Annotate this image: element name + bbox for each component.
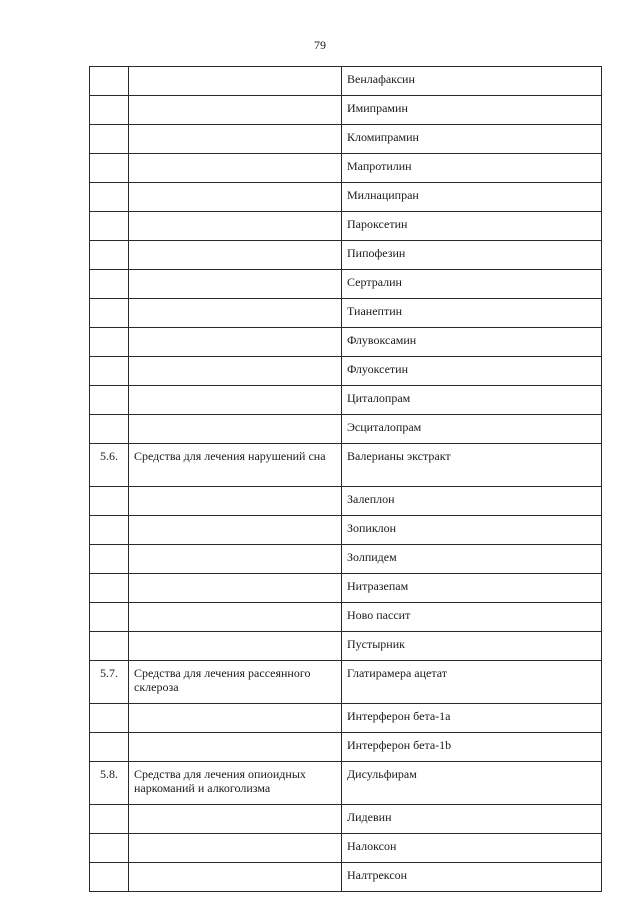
drug-group-cell: [129, 704, 342, 733]
drug-group-cell: [129, 733, 342, 762]
table-row: [90, 762, 602, 805]
section-number-cell: [90, 154, 129, 183]
drug-name-cell: Милнаципран: [342, 183, 602, 212]
section-number-cell: 5.6.: [90, 444, 129, 487]
drug-group-cell: [129, 415, 342, 444]
section-number-cell: [90, 241, 129, 270]
drug-name-cell: Зопиклон: [342, 516, 602, 545]
table-row: [90, 96, 602, 125]
table-row: [90, 661, 602, 704]
drug-name-cell: Золпидем: [342, 545, 602, 574]
drug-name-cell: Тианептин: [342, 299, 602, 328]
drug-table: [89, 66, 602, 892]
drug-name-cell: Валерианы экстракт: [342, 444, 602, 487]
section-number-cell: [90, 415, 129, 444]
drug-name-cell: Залеплон: [342, 487, 602, 516]
table-row: [90, 444, 602, 487]
table-row: [90, 704, 602, 733]
drug-group-cell: [129, 545, 342, 574]
drug-group-cell: [129, 125, 342, 154]
table-row: [90, 328, 602, 357]
section-number-cell: [90, 96, 129, 125]
drug-name-cell: Имипрамин: [342, 96, 602, 125]
drug-group-cell: Средства для лечения нарушений сна: [129, 444, 342, 487]
table-row: [90, 299, 602, 328]
table-row: [90, 67, 602, 96]
section-number-cell: [90, 516, 129, 545]
table-row: [90, 805, 602, 834]
drug-name-cell: Сертралин: [342, 270, 602, 299]
section-number-cell: [90, 632, 129, 661]
section-number-cell: [90, 183, 129, 212]
section-number-cell: [90, 125, 129, 154]
page-number: 79: [314, 38, 326, 52]
drug-name-cell: Налтрексон: [342, 863, 602, 892]
drug-group-cell: [129, 805, 342, 834]
section-number-cell: [90, 487, 129, 516]
drug-group-cell: [129, 603, 342, 632]
section-number-cell: [90, 386, 129, 415]
section-number-cell: [90, 545, 129, 574]
drug-name-cell: Флувоксамин: [342, 328, 602, 357]
table-row: [90, 125, 602, 154]
section-number-cell: [90, 299, 129, 328]
drug-group-cell: [129, 67, 342, 96]
drug-group-cell: [129, 516, 342, 545]
drug-name-cell: Интерферон бета-1b: [342, 733, 602, 762]
section-number-cell: [90, 67, 129, 96]
table-row: [90, 270, 602, 299]
section-number-cell: [90, 574, 129, 603]
drug-group-cell: [129, 632, 342, 661]
table-row: [90, 733, 602, 762]
section-number-cell: [90, 863, 129, 892]
drug-name-cell: Пароксетин: [342, 212, 602, 241]
drug-name-cell: Интерферон бета-1а: [342, 704, 602, 733]
drug-group-cell: [129, 241, 342, 270]
drug-name-cell: Пипофезин: [342, 241, 602, 270]
drug-name-cell: Кломипрамин: [342, 125, 602, 154]
drug-group-cell: [129, 487, 342, 516]
drug-group-cell: [129, 154, 342, 183]
section-number-cell: [90, 704, 129, 733]
section-number-cell: [90, 733, 129, 762]
table-row: [90, 415, 602, 444]
drug-group-cell: [129, 357, 342, 386]
section-number-cell: 5.7.: [90, 661, 129, 704]
section-number-cell: [90, 603, 129, 632]
section-number-cell: [90, 357, 129, 386]
drug-name-cell: Флуоксетин: [342, 357, 602, 386]
table-row: [90, 487, 602, 516]
table-row: [90, 183, 602, 212]
table-row: [90, 154, 602, 183]
drug-group-cell: Средства для лечения опиоидных наркоманий и алкоголизма: [129, 762, 342, 805]
table-row: [90, 834, 602, 863]
drug-name-cell: Глатирамера ацетат: [342, 661, 602, 704]
table-row: [90, 603, 602, 632]
section-number-cell: [90, 328, 129, 357]
section-number-cell: [90, 270, 129, 299]
drug-name-cell: Венлафаксин: [342, 67, 602, 96]
drug-name-cell: Нитразепам: [342, 574, 602, 603]
table-row: [90, 241, 602, 270]
drug-group-cell: [129, 386, 342, 415]
table-row: [90, 863, 602, 892]
section-number-cell: [90, 805, 129, 834]
table-row: [90, 386, 602, 415]
section-number-cell: [90, 212, 129, 241]
section-number-cell: 5.8.: [90, 762, 129, 805]
table-row: [90, 516, 602, 545]
drug-group-cell: [129, 299, 342, 328]
drug-group-cell: Средства для лечения рассеянного склероза: [129, 661, 342, 704]
drug-name-cell: Ново пассит: [342, 603, 602, 632]
drug-group-cell: [129, 96, 342, 125]
table-row: [90, 632, 602, 661]
drug-name-cell: Дисульфирам: [342, 762, 602, 805]
drug-group-cell: [129, 328, 342, 357]
drug-group-cell: [129, 863, 342, 892]
drug-name-cell: Мапротилин: [342, 154, 602, 183]
drug-group-cell: [129, 212, 342, 241]
section-number-cell: [90, 834, 129, 863]
drug-name-cell: Эсциталопрам: [342, 415, 602, 444]
drug-name-cell: Лидевин: [342, 805, 602, 834]
drug-group-cell: [129, 834, 342, 863]
table-row: [90, 545, 602, 574]
drug-name-cell: Налоксон: [342, 834, 602, 863]
drug-group-cell: [129, 270, 342, 299]
table-row: [90, 357, 602, 386]
table-row: [90, 212, 602, 241]
drug-name-cell: Циталопрам: [342, 386, 602, 415]
drug-name-cell: Пустырник: [342, 632, 602, 661]
table-row: [90, 574, 602, 603]
drug-group-cell: [129, 574, 342, 603]
drug-group-cell: [129, 183, 342, 212]
table-body: [90, 67, 602, 892]
